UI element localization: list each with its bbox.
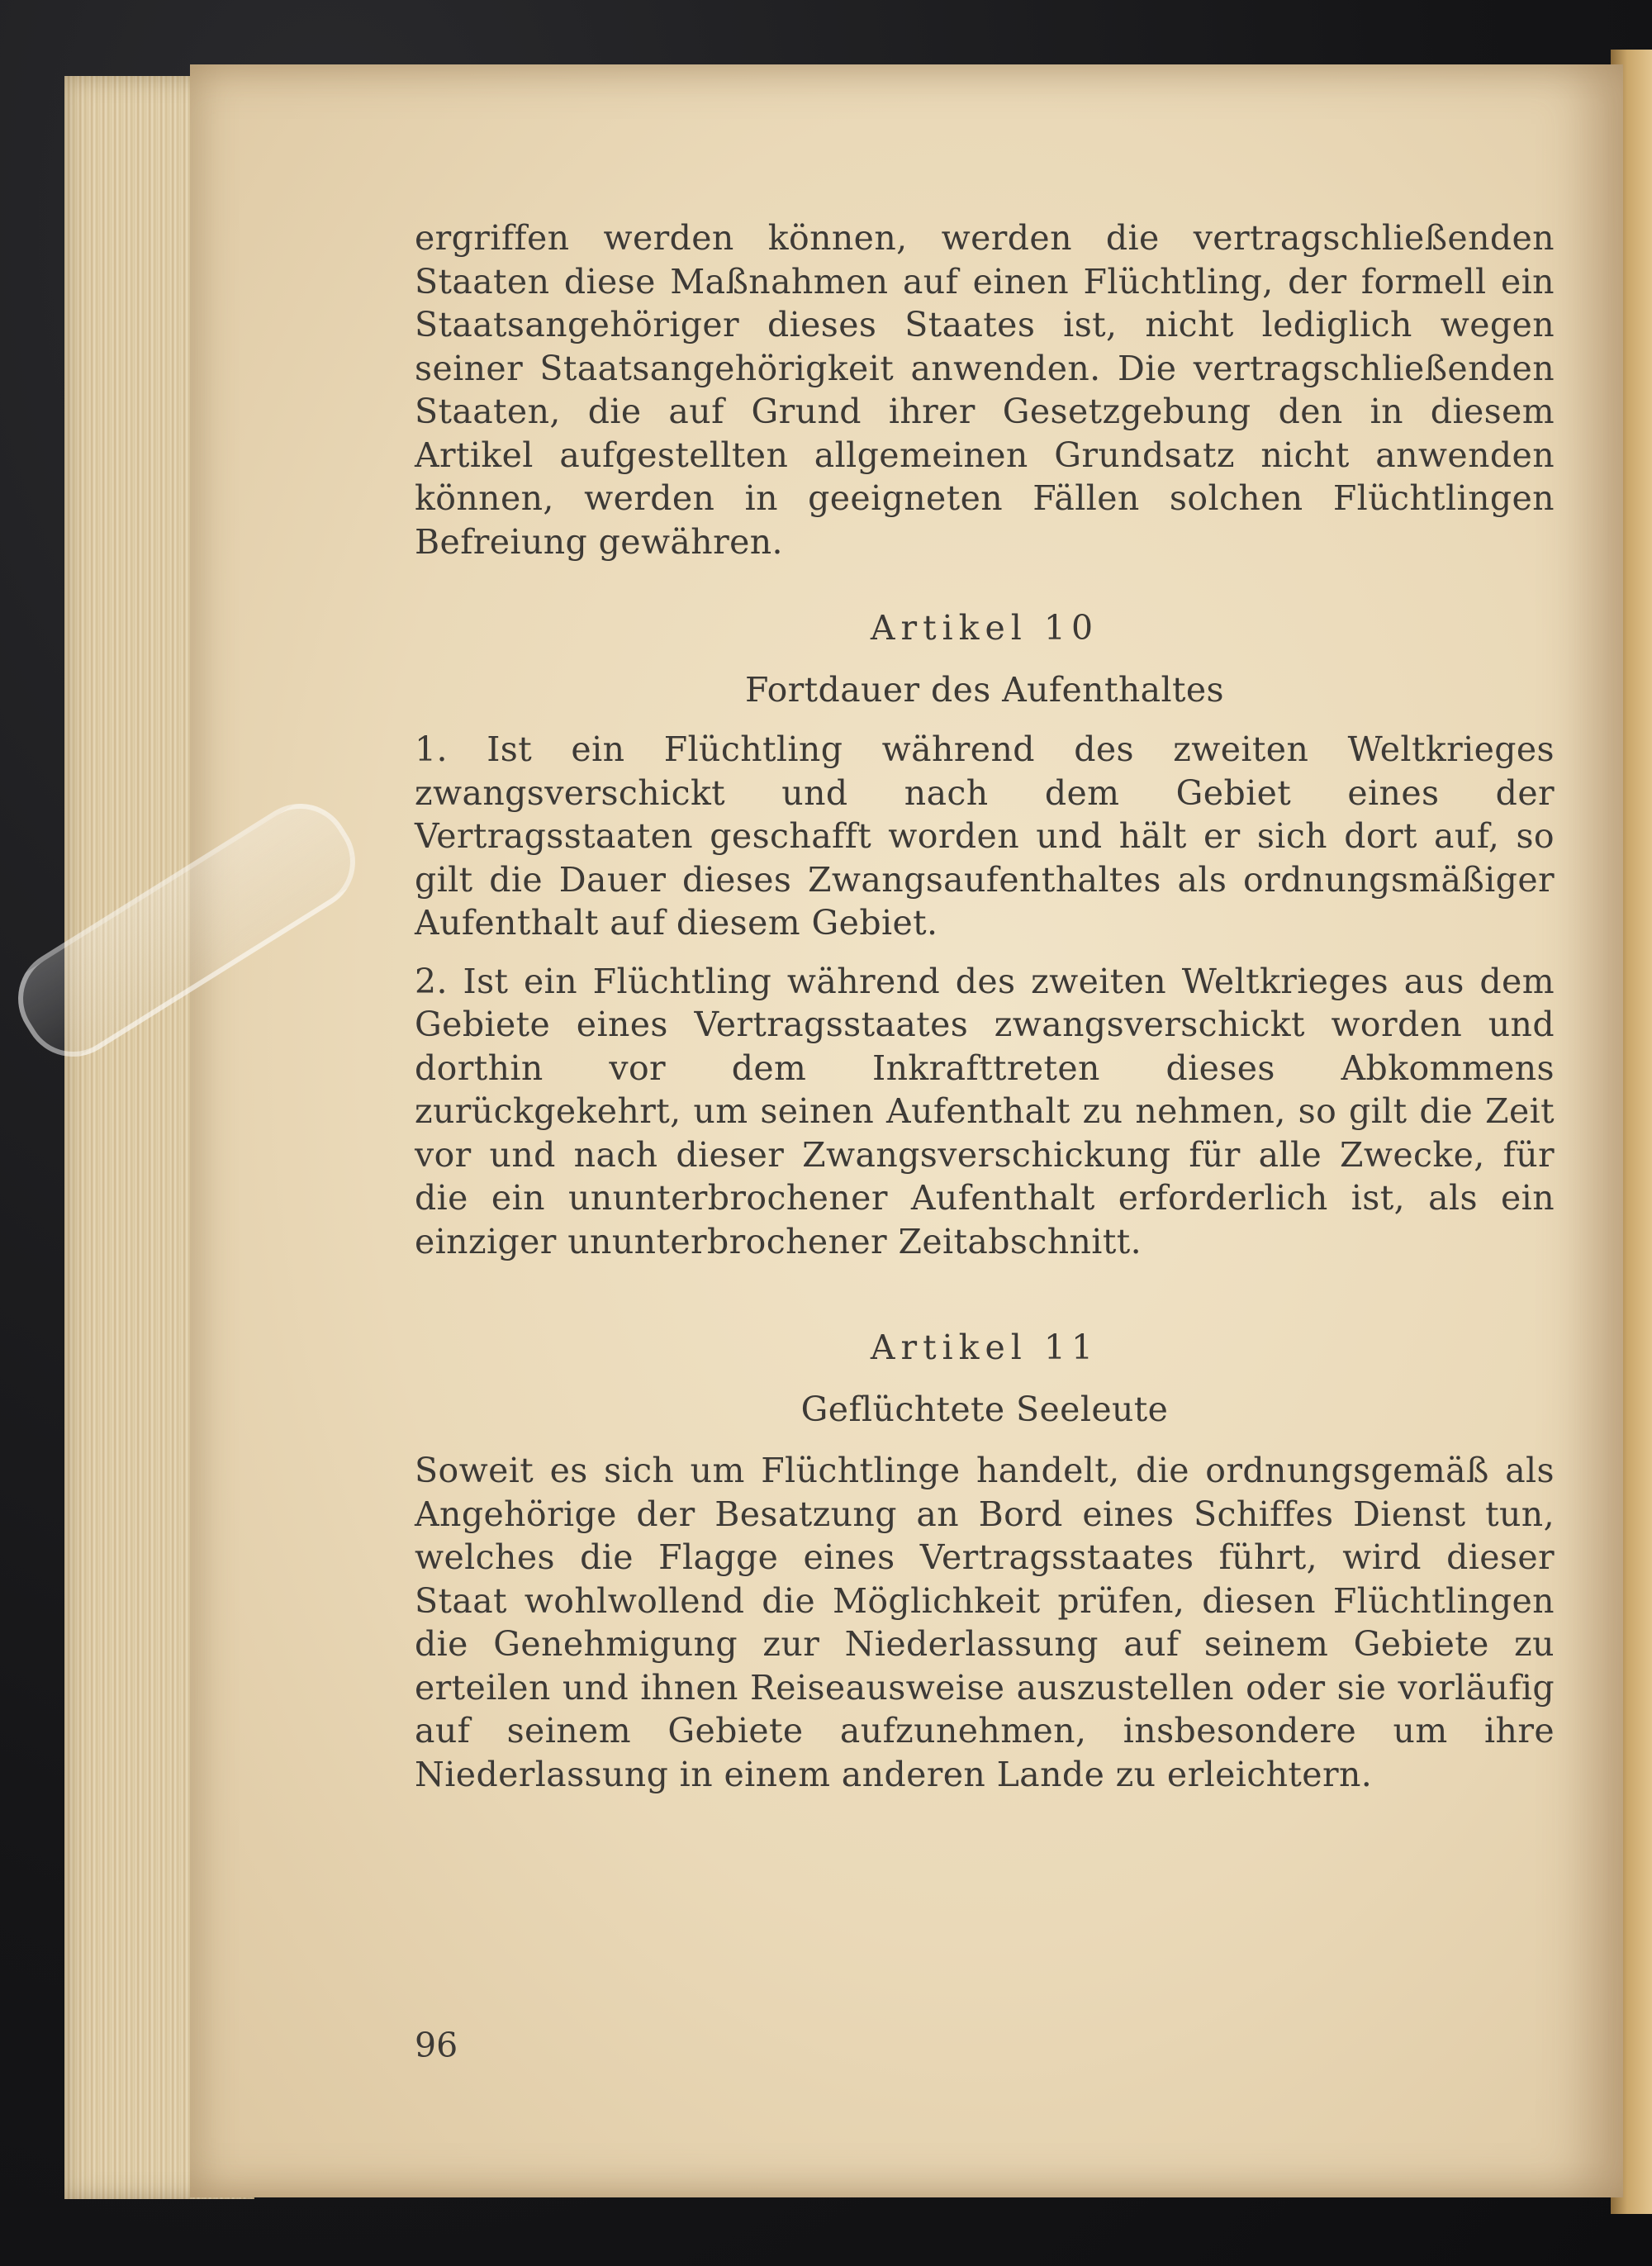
article-10-paragraph-2: 2. Ist ein Flüchtling während des zweiten Weltkrieges aus dem Gebiete eines Vertragsstaates zwangsverschickt worden und dorthin vor dem Inkrafttreten dieses Abkommens zurückgekehrt, um seinen Aufenthalt zu nehmen, so gilt die Zeit vor und nach dieser Zwangsverschickung für alle Zwecke, für die ein ununterbrochener Aufenthalt erforderlich ist, als ein einziger ununterbrochener Zeitabschnitt. — [415, 961, 1555, 1261]
article-11-paragraph: Soweit es sich um Flüchtlinge handelt, die ordnungsgemäß als Angehörige der Besatzung an Bord eines Schiffes Dienst tun, welches die Flagge eines Vertragsstaates führt, wird dieser Staat wohlwollend die Möglichkeit prüfen, diesen Flüchtlingen die Genehmigung zur Niederlassung auf seinem Gebiete zu erteilen und ihnen Reiseausweise auszustellen oder sie vorläufig auf seinem Gebiete aufzunehmen, insbesondere um ihre Niederlassung in einem anderen Lande zu erleichtern. — [415, 1451, 1555, 1794]
text-column — [415, 216, 1555, 1796]
article-11-title: Geflüchtete Seeleute — [800, 1389, 1169, 1429]
article-10-title: Fortdauer des Aufenthaltes — [744, 669, 1224, 710]
article-11-heading: Artikel 11 — [870, 1328, 1099, 1367]
article-10-paragraph-1: 1. Ist ein Flüchtling während des zweiten Weltkrieges zwangsverschickt und nach dem Gebiet eines der Vertragsstaaten geschafft worden und hält er sich dort auf, so gilt die Dauer dieses Zwangsaufenthaltes als ordnungsmäßiger Aufenthalt auf diesem Gebiet. — [415, 729, 1555, 943]
intro-paragraph: ergriffen werden können, werden die vertragschließenden Staaten diese Maßnahmen auf einen Flüchtling, der formell ein Staatsangehöriger dieses Staates ist, nicht lediglich wegen seiner Staatsangehörigkeit anwenden. Die vertragschließenden Staaten, die auf Grund ihrer Gesetzgebung den in diesem Artikel aufgestellten allgemeinen Grundsatz nicht anwenden können, werden in geeigneten Fällen solchen Flüchtlingen Befreiung gewähren. — [415, 218, 1555, 562]
page-number: 96 — [415, 2026, 458, 2065]
article-10-heading: Artikel 10 — [870, 608, 1099, 648]
